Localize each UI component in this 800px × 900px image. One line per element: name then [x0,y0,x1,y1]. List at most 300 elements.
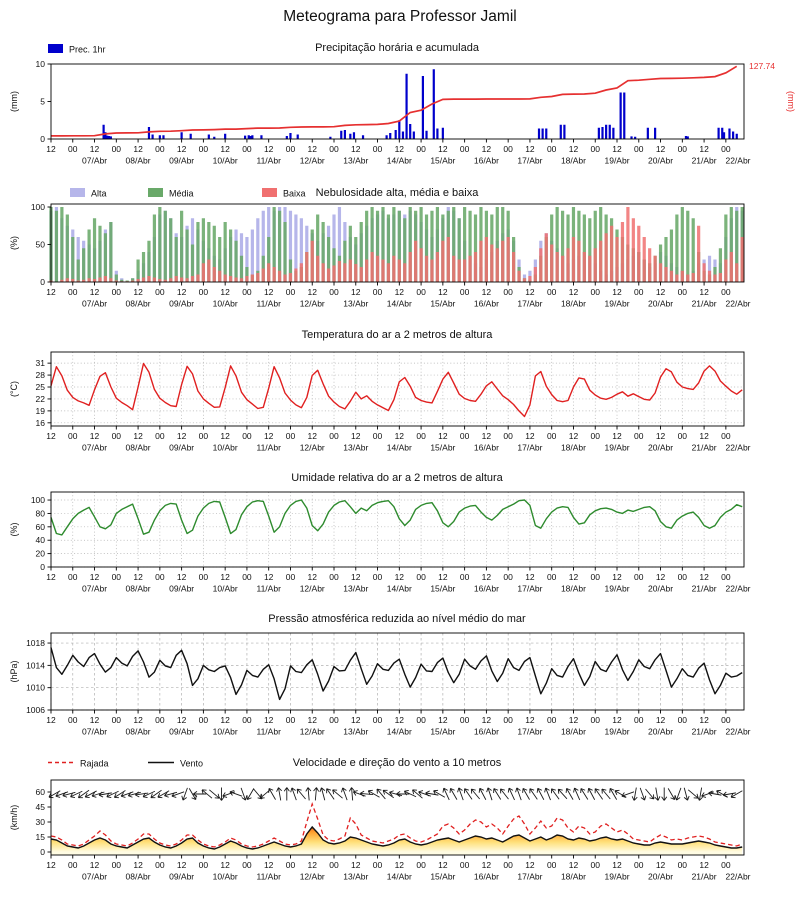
legend-precipitation [48,44,106,55]
svg-text:12: 12 [307,287,317,297]
precip-bar [349,134,351,139]
panel-title-precipitation: Precipitação horária e acumulada [315,42,479,54]
panel-title-temperature: Temperatura do ar a 2 metros de altura [301,329,493,341]
svg-text:14/Abr: 14/Abr [386,726,412,737]
svg-text:45: 45 [35,802,45,812]
svg-text:00: 00 [329,287,339,297]
svg-text:00: 00 [242,287,252,297]
svg-text:19: 19 [35,405,45,416]
svg-text:0: 0 [40,847,45,857]
svg-text:12: 12 [394,144,405,154]
svg-text:31: 31 [35,358,45,369]
svg-text:40: 40 [35,535,45,546]
svg-text:12: 12 [699,287,709,297]
svg-text:10: 10 [35,59,45,69]
svg-text:28: 28 [35,370,45,381]
svg-text:19/Abr: 19/Abr [604,155,630,166]
panel-pressure [9,613,751,737]
svg-text:12: 12 [655,144,666,154]
svg-text:12: 12 [612,287,622,297]
svg-text:12: 12 [655,431,666,441]
precip-bar [723,132,725,139]
svg-text:12: 12 [525,287,535,297]
svg-text:12: 12 [263,144,274,154]
svg-text:12: 12 [46,715,56,725]
svg-text:00: 00 [68,287,78,297]
y-axis-label-wind: (km/h) [9,804,19,831]
svg-text:00: 00 [416,715,426,725]
svg-text:12: 12 [568,431,579,441]
svg-text:12: 12 [525,860,535,870]
svg-text:12: 12 [699,860,709,870]
svg-text:12: 12 [263,572,274,582]
svg-text:21/Abr: 21/Abr [691,583,717,594]
panel-frame [51,492,744,567]
svg-text:15: 15 [35,832,45,842]
svg-text:13/Abr: 13/Abr [343,726,369,737]
svg-text:00: 00 [68,572,78,582]
svg-text:12: 12 [394,715,405,725]
svg-text:13/Abr: 13/Abr [343,298,369,309]
svg-text:12: 12 [351,287,361,297]
svg-text:15/Abr: 15/Abr [430,726,456,737]
svg-text:16/Abr: 16/Abr [473,583,499,594]
svg-text:20/Abr: 20/Abr [648,442,674,453]
svg-text:12: 12 [699,144,709,154]
svg-text:21/Abr: 21/Abr [691,871,717,882]
svg-text:00: 00 [459,572,470,582]
svg-text:21/Abr: 21/Abr [691,442,717,453]
svg-text:00: 00 [721,715,731,725]
svg-text:00: 00 [372,287,383,297]
precip-bar [181,132,183,139]
svg-text:18/Abr: 18/Abr [560,583,586,594]
svg-text:08/Abr: 08/Abr [125,442,151,453]
y-axis-label-humidity: (%) [9,522,19,537]
svg-text:07/Abr: 07/Abr [82,583,108,594]
svg-text:12: 12 [89,572,100,582]
precip-bar [353,132,355,139]
svg-text:12: 12 [263,860,274,870]
svg-text:00: 00 [285,572,296,582]
accumulated-precip-line [51,66,737,136]
svg-text:22: 22 [35,393,45,404]
svg-text:60: 60 [35,787,45,797]
svg-text:12: 12 [481,144,492,154]
panel-title-wind: Velocidade e direção do vento a 10 metros [292,757,502,769]
svg-text:12: 12 [525,715,535,725]
svg-text:12: 12 [307,715,317,725]
precip-bar [208,135,210,140]
svg-text:12: 12 [176,144,187,154]
svg-text:100: 100 [30,202,45,212]
svg-text:100: 100 [30,495,45,506]
svg-text:12: 12 [133,715,143,725]
svg-text:12: 12 [438,860,448,870]
svg-text:12: 12 [133,431,143,441]
svg-text:00: 00 [546,431,557,441]
svg-text:12: 12 [438,715,448,725]
precip-bar [732,132,734,140]
svg-text:09/Abr: 09/Abr [169,298,195,309]
svg-text:12: 12 [89,860,100,870]
svg-text:12: 12 [263,431,274,441]
svg-text:22/Abr: 22/Abr [725,871,751,882]
precip-bar [398,120,400,139]
svg-text:19/Abr: 19/Abr [604,442,630,453]
svg-text:12: 12 [655,572,666,582]
svg-text:00: 00 [721,860,731,870]
svg-text:21/Abr: 21/Abr [691,726,717,737]
panel-temperature [9,329,751,453]
svg-text:12/Abr: 12/Abr [299,726,325,737]
svg-text:12: 12 [351,572,361,582]
precip-bar [162,135,164,139]
svg-text:00: 00 [372,860,383,870]
svg-text:11/Abr: 11/Abr [256,155,281,166]
svg-text:14/Abr: 14/Abr [386,298,412,309]
svg-text:17/Abr: 17/Abr [517,298,543,309]
svg-text:12: 12 [438,431,448,441]
svg-text:00: 00 [546,144,557,154]
svg-text:13/Abr: 13/Abr [343,583,369,594]
svg-text:00: 00 [111,572,122,582]
svg-text:20/Abr: 20/Abr [648,155,674,166]
svg-text:11/Abr: 11/Abr [256,583,281,594]
svg-text:00: 00 [242,715,252,725]
panel-wind [9,757,751,882]
svg-text:25: 25 [35,382,45,393]
panel-cloudiness [9,187,751,309]
svg-text:07/Abr: 07/Abr [82,726,108,737]
svg-text:Alta: Alta [91,188,107,199]
panel-humidity [9,472,751,594]
svg-text:00: 00 [285,287,296,297]
precip-bar [344,130,346,139]
precip-bar [260,135,262,139]
svg-text:00: 00 [503,431,513,441]
svg-text:00: 00 [285,144,296,154]
svg-text:1014: 1014 [26,660,45,671]
svg-text:00: 00 [459,144,470,154]
svg-text:00: 00 [68,431,78,441]
svg-text:20: 20 [35,548,45,559]
precip-bar [598,128,600,139]
svg-text:12: 12 [394,572,405,582]
svg-text:15/Abr: 15/Abr [430,298,456,309]
svg-text:12: 12 [176,860,187,870]
svg-text:12: 12 [699,431,709,441]
svg-text:12: 12 [89,287,100,297]
svg-text:12: 12 [133,572,143,582]
svg-text:12: 12 [655,287,666,297]
svg-text:00: 00 [372,572,383,582]
svg-text:15/Abr: 15/Abr [430,871,456,882]
svg-text:00: 00 [459,287,470,297]
precip-bar [545,129,547,140]
svg-text:00: 00 [503,144,513,154]
svg-text:12: 12 [89,431,100,441]
svg-text:00: 00 [503,715,513,725]
precip-bar [409,124,411,139]
svg-text:00: 00 [459,860,470,870]
page-title: Meteograma para Professor Jamil [283,8,517,25]
svg-text:00: 00 [590,431,600,441]
svg-text:00: 00 [416,144,426,154]
svg-text:20/Abr: 20/Abr [648,298,674,309]
svg-text:00: 00 [590,715,600,725]
svg-text:1006: 1006 [26,705,45,715]
svg-text:00: 00 [155,287,165,297]
precip-bar [718,128,720,139]
svg-text:11/Abr: 11/Abr [256,298,281,309]
svg-text:00: 00 [634,715,644,725]
svg-text:00: 00 [721,431,731,441]
svg-text:12: 12 [220,144,230,154]
svg-text:12: 12 [394,431,405,441]
svg-text:12: 12 [46,860,56,870]
svg-text:12: 12 [612,144,622,154]
precip-bar [413,132,415,140]
svg-text:00: 00 [634,287,644,297]
panel-precipitation [9,42,796,166]
svg-text:20/Abr: 20/Abr [648,871,674,882]
svg-text:12: 12 [307,144,317,154]
svg-text:12: 12 [525,144,535,154]
svg-text:00: 00 [285,860,296,870]
legend-cloudiness [70,188,306,199]
svg-text:0: 0 [40,562,45,572]
svg-text:12: 12 [612,431,622,441]
svg-text:00: 00 [546,715,557,725]
svg-text:1018: 1018 [26,638,45,649]
svg-text:18/Abr: 18/Abr [560,155,586,166]
svg-text:00: 00 [329,144,339,154]
svg-text:15/Abr: 15/Abr [430,442,456,453]
precip-bar [442,128,444,139]
svg-text:08/Abr: 08/Abr [125,155,151,166]
svg-text:09/Abr: 09/Abr [169,583,195,594]
precip-bar [402,132,404,140]
precip-bar [436,129,438,140]
svg-text:12/Abr: 12/Abr [299,298,325,309]
svg-text:12: 12 [525,431,535,441]
svg-text:16/Abr: 16/Abr [473,871,499,882]
svg-text:11/Abr: 11/Abr [256,871,281,882]
svg-text:13/Abr: 13/Abr [343,442,369,453]
svg-text:00: 00 [111,287,122,297]
panel-frame [51,64,744,139]
svg-text:18/Abr: 18/Abr [560,442,586,453]
svg-text:Vento: Vento [180,758,204,769]
svg-text:12: 12 [220,431,230,441]
svg-text:00: 00 [155,144,165,154]
svg-text:12/Abr: 12/Abr [299,583,325,594]
svg-text:12: 12 [89,144,100,154]
right-axis-label: (mm) [786,91,796,112]
svg-text:12: 12 [699,715,709,725]
accumulated-total-label: 127.74 [749,61,775,71]
svg-text:12: 12 [307,431,317,441]
svg-text:12: 12 [220,572,230,582]
precip-bar [362,135,364,139]
svg-text:16/Abr: 16/Abr [473,155,499,166]
svg-text:60: 60 [35,521,45,532]
svg-text:00: 00 [590,144,600,154]
svg-text:00: 00 [198,860,209,870]
svg-text:19/Abr: 19/Abr [604,583,630,594]
svg-text:00: 00 [111,431,122,441]
svg-text:Prec. 1hr: Prec. 1hr [69,44,106,55]
svg-text:12: 12 [307,860,317,870]
svg-text:12: 12 [133,860,143,870]
svg-text:12: 12 [481,572,492,582]
svg-text:00: 00 [372,431,383,441]
svg-text:00: 00 [155,860,165,870]
svg-text:10/Abr: 10/Abr [212,871,238,882]
svg-text:12: 12 [351,431,361,441]
svg-text:12: 12 [568,144,579,154]
svg-text:12: 12 [612,572,622,582]
svg-text:12: 12 [525,572,535,582]
svg-text:17/Abr: 17/Abr [517,726,543,737]
svg-text:00: 00 [634,860,644,870]
precip-bar [605,125,607,139]
precip-bar [563,125,565,139]
svg-text:21/Abr: 21/Abr [691,155,717,166]
panel-title-cloudiness: Nebulosidade alta, média e baixa [315,187,479,199]
svg-text:Rajada: Rajada [80,758,109,769]
svg-text:12: 12 [46,431,56,441]
svg-text:21/Abr: 21/Abr [691,298,717,309]
svg-text:11/Abr: 11/Abr [256,726,281,737]
svg-text:22/Abr: 22/Abr [725,583,751,594]
svg-text:12: 12 [46,287,56,297]
svg-text:12: 12 [351,144,361,154]
svg-text:12: 12 [612,860,622,870]
svg-text:12: 12 [438,572,448,582]
svg-text:00: 00 [329,715,339,725]
svg-text:10/Abr: 10/Abr [212,442,238,453]
svg-text:20/Abr: 20/Abr [648,583,674,594]
svg-text:12: 12 [176,715,187,725]
legend-wind [48,759,203,769]
svg-text:12: 12 [481,860,492,870]
svg-text:00: 00 [111,144,122,154]
precip-bar [151,135,153,140]
precip-bar [389,133,391,139]
svg-text:09/Abr: 09/Abr [169,871,195,882]
svg-text:00: 00 [416,287,426,297]
precip-bar [612,128,614,139]
svg-text:12: 12 [699,572,709,582]
svg-text:09/Abr: 09/Abr [169,726,195,737]
svg-text:12: 12 [394,287,405,297]
y-axis-label-cloudiness: (%) [9,236,19,250]
svg-text:00: 00 [111,860,122,870]
precip-bar [148,127,150,139]
svg-text:00: 00 [68,715,78,725]
gust-line [51,804,742,847]
precip-bar [190,134,192,139]
precip-bar [244,136,246,139]
svg-text:12: 12 [481,431,492,441]
svg-text:00: 00 [721,287,731,297]
svg-text:00: 00 [198,287,209,297]
svg-text:00: 00 [329,860,339,870]
svg-text:00: 00 [242,860,252,870]
precip-bar [224,134,226,139]
svg-text:12: 12 [568,572,579,582]
svg-text:13/Abr: 13/Abr [343,155,369,166]
svg-text:00: 00 [590,572,600,582]
svg-text:00: 00 [416,431,426,441]
svg-text:12: 12 [220,287,230,297]
svg-text:12: 12 [220,860,230,870]
svg-text:17/Abr: 17/Abr [517,583,543,594]
svg-text:00: 00 [677,431,688,441]
precip-bar [422,76,424,139]
svg-text:09/Abr: 09/Abr [169,442,195,453]
svg-text:00: 00 [503,572,513,582]
svg-text:12: 12 [568,860,579,870]
panel-title-pressure: Pressão atmosférica reduzida ao nível médio do mar [268,613,526,625]
precip-bar [736,134,738,139]
svg-text:13/Abr: 13/Abr [343,871,369,882]
svg-text:00: 00 [590,287,600,297]
svg-text:Baixa: Baixa [283,188,306,199]
precip-bar [289,133,291,139]
precip-bar [159,135,161,139]
svg-text:16/Abr: 16/Abr [473,726,499,737]
svg-text:12: 12 [612,715,622,725]
svg-text:16/Abr: 16/Abr [473,298,499,309]
precip-bar [728,129,730,140]
svg-text:00: 00 [242,431,252,441]
svg-text:12: 12 [133,287,143,297]
svg-text:12: 12 [263,287,274,297]
svg-text:22/Abr: 22/Abr [725,726,751,737]
svg-text:12: 12 [438,287,448,297]
svg-text:00: 00 [721,572,731,582]
precip-bar [405,74,407,139]
svg-text:12: 12 [394,860,405,870]
precip-bar [538,129,540,140]
svg-text:16/Abr: 16/Abr [473,442,499,453]
svg-text:1010: 1010 [26,682,45,693]
y-axis-label-precipitation: (mm) [9,91,19,112]
svg-text:00: 00 [590,860,600,870]
svg-text:12: 12 [568,287,579,297]
svg-text:00: 00 [155,715,165,725]
svg-text:00: 00 [68,144,78,154]
svg-text:00: 00 [634,572,644,582]
svg-text:00: 00 [372,144,383,154]
svg-text:12: 12 [438,144,448,154]
svg-text:12: 12 [263,715,274,725]
svg-text:16: 16 [35,417,45,428]
svg-text:0: 0 [40,134,45,144]
svg-text:00: 00 [372,715,383,725]
svg-text:12: 12 [46,572,56,582]
svg-text:00: 00 [242,572,252,582]
svg-text:00: 00 [677,572,688,582]
svg-text:17/Abr: 17/Abr [517,442,543,453]
svg-text:00: 00 [503,860,513,870]
svg-text:14/Abr: 14/Abr [386,442,412,453]
svg-text:18/Abr: 18/Abr [560,871,586,882]
precip-bar [297,135,299,140]
